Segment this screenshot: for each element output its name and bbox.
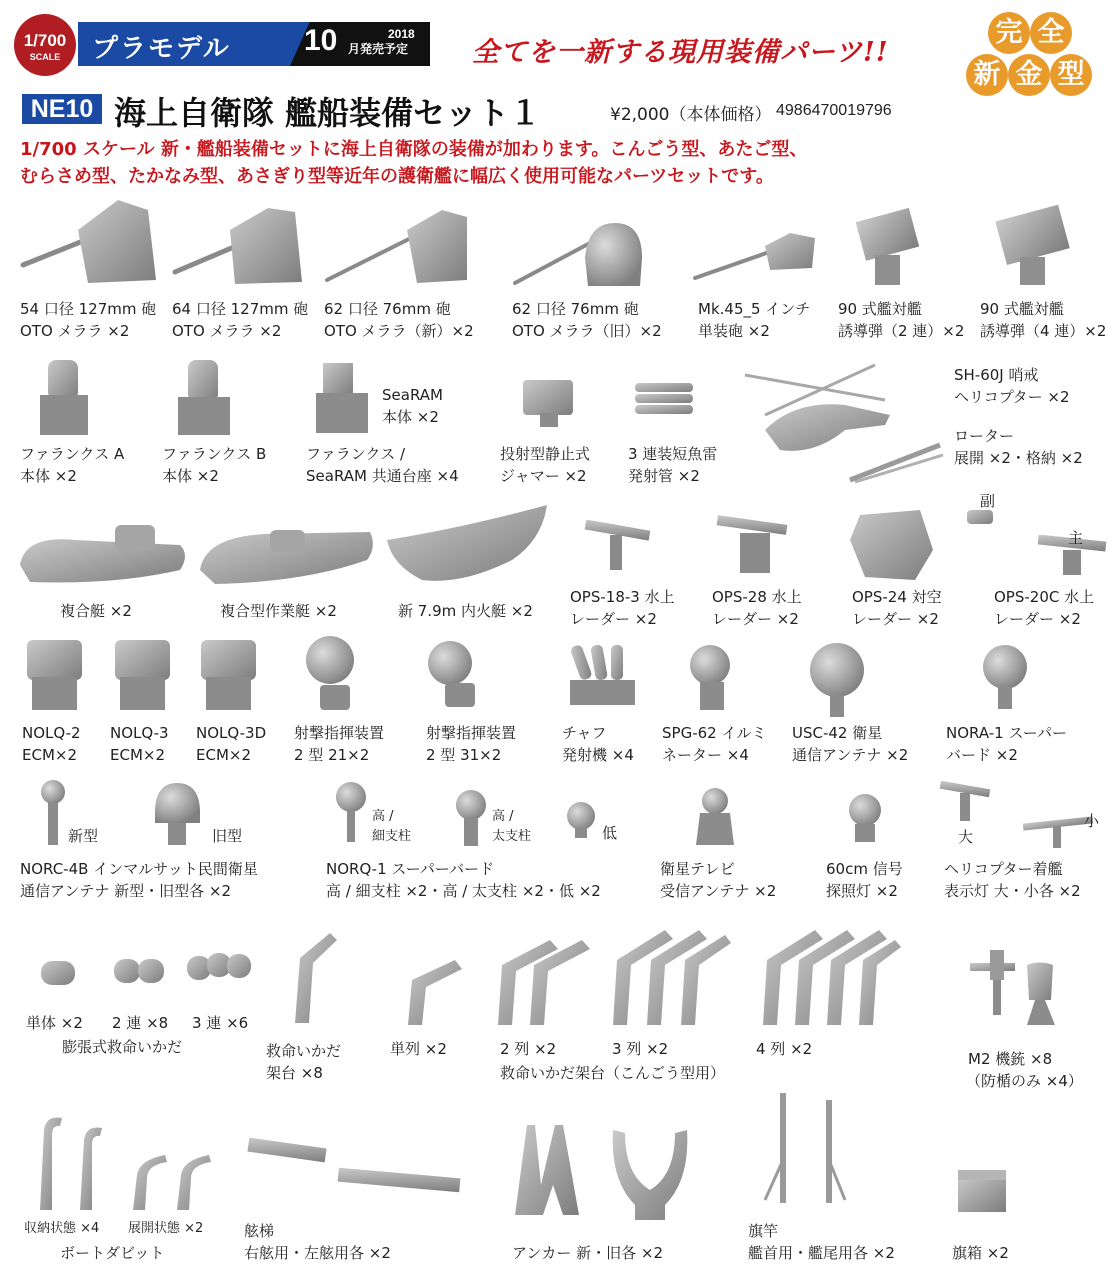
kongo-rack-3-model: [605, 925, 735, 1030]
norq-high-thin-model: [332, 780, 370, 845]
item-label: 60cm 信号: [826, 860, 903, 878]
davit-stowed-model: [30, 1110, 120, 1215]
new-mold-char: 新: [966, 54, 1008, 96]
item-label: 新 7.9m 内火艇 ×2: [398, 602, 533, 620]
variant-tag: 高 /: [372, 809, 394, 824]
anchor-old-model: [605, 1125, 695, 1225]
description-line: むらさめ型、たかなみ型、あさぎり型等近年の護衛艦に幅広く使用可能なパーツセットです。: [20, 166, 774, 187]
gun-turret-64cal-model: [170, 200, 310, 290]
item-label: 展開状態 ×2: [128, 1221, 204, 1236]
item-label: OTO メララ（新）×2: [324, 322, 474, 340]
item-label: OTO メララ ×2: [172, 322, 282, 340]
item-label: 艦首用・艦尾用各 ×2: [748, 1244, 895, 1262]
item-label: 64 口径 127mm 砲: [172, 300, 309, 318]
fc21-director-model: [300, 630, 370, 715]
item-label: SeaRAM: [382, 386, 443, 404]
product-code: NE10: [22, 94, 102, 124]
item-label: ヘリコプター着艦: [944, 860, 1063, 878]
item-label: ファランクス B: [162, 445, 267, 463]
item-label: 投射型静止式: [500, 445, 591, 463]
chaff-launcher-model: [565, 640, 645, 710]
item-label: 62 口径 76mm 砲: [324, 300, 451, 318]
nolq3-ecm-model: [110, 635, 175, 715]
raft-single-model: [38, 958, 78, 988]
item-label: NORQ-1 スーパーバード: [326, 860, 495, 878]
ops28-radar-model: [712, 515, 797, 580]
item-label: 4 列 ×2: [756, 1040, 813, 1058]
item-label: ファランクス A: [20, 445, 125, 463]
description-line: 1/700 スケール 新・艦船装備セットに海上自衛隊の装備が加わります。こんごう型、あたご型、: [20, 139, 808, 160]
new-mold-char: 完: [988, 12, 1030, 54]
item-label: ECM×2: [22, 746, 78, 764]
ssm-2-launcher-model: [845, 205, 925, 290]
sub-radar-tag: 副: [980, 492, 996, 510]
item-label: 単列 ×2: [390, 1040, 447, 1058]
group-title: ボートダビット: [60, 1244, 165, 1262]
flag-box-model: [955, 1165, 1010, 1215]
kongo-rack-1-model: [400, 955, 470, 1030]
item-label: 誘導弾（2 連）×2: [838, 322, 965, 340]
item-label: 探照灯 ×2: [826, 882, 898, 900]
variant-tag: 低: [602, 824, 618, 842]
item-label: レーダー ×2: [712, 610, 799, 628]
scale-label: 1/700: [23, 31, 67, 50]
ciws-base-model: [308, 358, 378, 438]
norc-old-antenna-model: [150, 778, 205, 848]
item-label: バード ×2: [946, 746, 1018, 764]
raft-triple-model: [185, 950, 255, 985]
item-label: NOLQ-3D: [196, 724, 267, 742]
item-label: 通信アンテナ ×2: [792, 746, 909, 764]
item-label: SPG-62 イルミ: [662, 724, 767, 742]
item-label: 収納状態 ×4: [24, 1221, 100, 1236]
gun-76mm-old-model: [510, 218, 645, 290]
group-title: 救命いかだ架台（こんごう型用）: [500, 1064, 726, 1082]
category-label: プラモデル: [92, 34, 231, 64]
item-label: 3 連装短魚雷: [628, 445, 718, 463]
item-label: 架台 ×8: [266, 1064, 323, 1082]
item-label: 90 式艦対艦: [838, 300, 922, 318]
heli-light-large-model: [935, 775, 995, 825]
item-label: OTO メララ（旧）×2: [512, 322, 662, 340]
flagpole-model: [760, 1090, 850, 1210]
variant-tag: 旧型: [212, 827, 243, 845]
item-label: M2 機銃 ×8: [968, 1050, 1053, 1068]
item-label: NOLQ-3: [110, 724, 169, 742]
item-label: 2 連 ×8: [112, 1014, 169, 1032]
item-label: ECM×2: [110, 746, 166, 764]
item-label: OPS-20C 水上: [994, 588, 1095, 606]
m2-machinegun-model: [965, 945, 1065, 1030]
item-label: レーダー ×2: [852, 610, 939, 628]
item-label: USC-42 衛星: [792, 724, 883, 742]
item-label: 発射管 ×2: [628, 467, 700, 485]
ciws-a-model: [30, 355, 100, 440]
item-label: OPS-24 対空: [852, 588, 942, 606]
main-radar-tag: 主: [1068, 529, 1084, 547]
kongo-rack-4-model: [755, 925, 905, 1030]
item-label: （防楯のみ ×4）: [966, 1072, 1083, 1090]
nolq3d-ecm-model: [196, 635, 261, 715]
variant-tag: 高 /: [492, 809, 514, 824]
ladder-left-model: [335, 1165, 465, 1195]
variant-tag: 太支柱: [492, 829, 532, 844]
sat-tv-antenna-model: [690, 785, 740, 850]
item-label: 展開 ×2・格納 ×2: [954, 449, 1083, 467]
item-label: SeaRAM 共通台座 ×4: [306, 467, 459, 485]
spg62-illuminator-model: [685, 640, 740, 715]
ops24-radar-model: [845, 505, 940, 585]
ssm-4-launcher-model: [990, 205, 1075, 290]
release-year: 2018: [388, 27, 415, 41]
item-label: 救命いかだ: [266, 1042, 342, 1060]
gun-76mm-new-model: [322, 205, 472, 290]
item-label: ジャマー ×2: [500, 467, 587, 485]
raft-double-model: [112, 955, 167, 987]
variant-tag: 細支柱: [372, 829, 412, 844]
item-label: 2 型 31×2: [426, 746, 502, 764]
item-label: 高 / 細支柱 ×2・高 / 太支柱 ×2・低 ×2: [326, 882, 601, 900]
rotor-blades-model: [845, 440, 945, 485]
item-label: 表示灯 大・小各 ×2: [944, 882, 1081, 900]
jammer-model: [515, 375, 585, 430]
item-label: チャフ: [562, 724, 607, 742]
scale-sub-label: SCALE: [29, 52, 61, 62]
item-label: 本体 ×2: [382, 408, 439, 426]
item-label: 54 口径 127mm 砲: [20, 300, 157, 318]
product-name: 海上自衛隊 艦船装備セット１: [114, 94, 542, 132]
usc42-antenna-model: [805, 640, 870, 720]
item-label: OTO メララ ×2: [20, 322, 130, 340]
item-label: Mk.45_5 インチ: [698, 300, 811, 318]
torpedo-tube-model: [630, 375, 700, 425]
item-label: 3 連 ×6: [192, 1014, 249, 1032]
item-label: ECM×2: [196, 746, 252, 764]
ops18-radar-model: [580, 520, 655, 575]
item-label: 舷梯: [244, 1222, 275, 1240]
mk45-gun-model: [690, 228, 820, 288]
item-label: 2 型 21×2: [294, 746, 370, 764]
product-jan: 4986470019796: [776, 102, 892, 119]
item-label: 90 式艦対艦: [980, 300, 1064, 318]
item-label: 衛星テレビ: [660, 860, 735, 878]
item-label: 射撃指揮装置: [426, 724, 517, 742]
raft-rack-model: [285, 928, 345, 1028]
product-price: ¥2,000（本体価格）: [610, 105, 772, 125]
ciws-b-model: [168, 355, 243, 440]
davit-deployed-model: [125, 1150, 225, 1215]
group-title: 膨張式救命いかだ: [62, 1038, 183, 1056]
item-label: 射撃指揮装置: [294, 724, 385, 742]
item-label: NORC-4B インマルサット民間衛星: [20, 860, 258, 878]
work-boat-model: [195, 512, 380, 587]
nolq2-ecm-model: [22, 635, 87, 715]
release-suffix: 月発売予定: [348, 42, 409, 56]
item-label: ファランクス /: [306, 445, 406, 463]
fc31-director-model: [420, 635, 495, 710]
item-label: OPS-28 水上: [712, 588, 802, 606]
item-label: 旗箱 ×2: [952, 1244, 1009, 1262]
item-label: 62 口径 76mm 砲: [512, 300, 639, 318]
item-label: ローター: [954, 427, 1015, 445]
item-label: レーダー ×2: [994, 610, 1081, 628]
new-mold-char: 全: [1030, 12, 1072, 54]
item-label: ネーター ×4: [662, 746, 749, 764]
item-label: 3 列 ×2: [612, 1040, 669, 1058]
variant-tag: 大: [958, 828, 974, 846]
item-label: 受信アンテナ ×2: [660, 882, 777, 900]
variant-tag: 新型: [68, 827, 99, 845]
rib-boat-model: [15, 510, 195, 585]
item-label: 複合型作業艇 ×2: [220, 602, 337, 620]
variant-tag: 小: [1084, 812, 1100, 830]
item-label: 誘導弾（4 連）×2: [980, 322, 1107, 340]
item-label: 旗竿: [748, 1222, 779, 1240]
item-label: 2 列 ×2: [500, 1040, 557, 1058]
item-label: 本体 ×2: [162, 467, 219, 485]
release-month: 10: [304, 24, 338, 57]
item-label: SH-60J 哨戒: [954, 366, 1039, 384]
item-label: 単体 ×2: [26, 1014, 83, 1032]
item-label: レーダー ×2: [570, 610, 657, 628]
item-label: アンカー 新・旧各 ×2: [512, 1244, 664, 1262]
scale-badge: [14, 14, 76, 76]
gun-turret-54cal-model: [18, 195, 158, 290]
item-label: ヘリコプター ×2: [954, 388, 1070, 406]
searchlight-model: [840, 790, 890, 845]
kongo-rack-2-model: [490, 935, 595, 1030]
item-label: 単装砲 ×2: [698, 322, 770, 340]
item-label: 本体 ×2: [20, 467, 77, 485]
anchor-new-model: [505, 1115, 590, 1225]
launch-boat-model: [382, 500, 552, 590]
item-label: NOLQ-2: [22, 724, 81, 742]
nora1-antenna-model: [978, 642, 1033, 712]
item-label: 複合艇 ×2: [60, 602, 132, 620]
new-mold-badge: [958, 12, 1108, 102]
item-label: 発射機 ×4: [562, 746, 634, 764]
norq-low-model: [563, 800, 599, 840]
item-label: 通信アンテナ 新型・旧型各 ×2: [20, 882, 232, 900]
ladder-right-model: [245, 1135, 330, 1165]
item-label: 右舷用・左舷用各 ×2: [244, 1244, 391, 1262]
new-mold-char: 型: [1050, 54, 1092, 96]
item-label: OPS-18-3 水上: [570, 588, 675, 606]
norq-high-thick-model: [452, 788, 490, 848]
item-label: NORA-1 スーパー: [946, 724, 1067, 742]
norc-new-antenna-model: [38, 778, 68, 848]
new-mold-char: 金: [1008, 54, 1050, 96]
catchphrase: 全てを一新する現用装備パーツ!!: [472, 37, 889, 68]
